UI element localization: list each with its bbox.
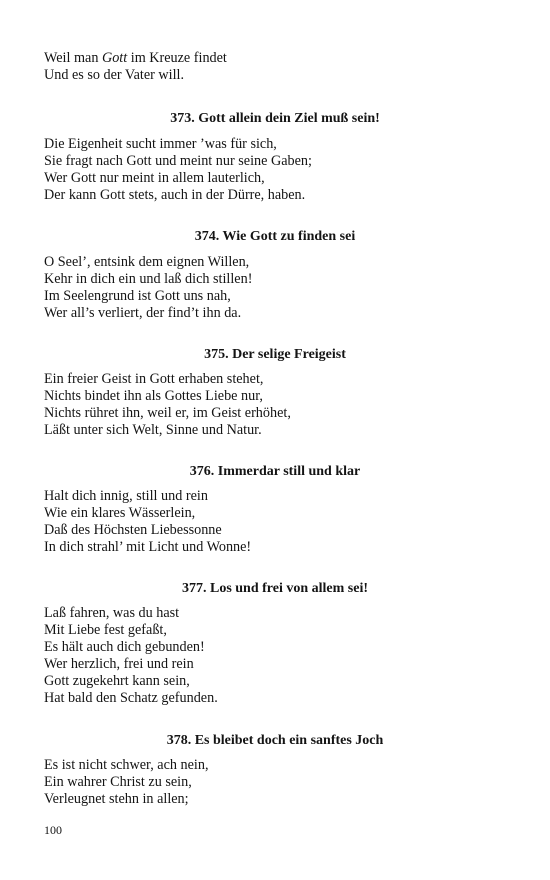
verse-line: Verleugnet stehn in allen; bbox=[44, 791, 189, 807]
verse-line: Mit Liebe fest gefaßt, bbox=[44, 622, 167, 638]
poem-title-374: 374. Wie Gott zu finden sei bbox=[194, 229, 356, 244]
verse-text: Weil man bbox=[44, 50, 102, 66]
verse-line: Die Eigenheit sucht immer ’was für sich, bbox=[44, 136, 277, 152]
verse-line: Halt dich innig, still und rein bbox=[44, 488, 208, 504]
poem-title-377: 377. Los und frei von allem sei! bbox=[181, 581, 369, 596]
page-number: 100 bbox=[44, 823, 62, 837]
verse-line: Gott zugekehrt kann sein, bbox=[44, 673, 190, 689]
verse-line: Hat bald den Schatz gefunden. bbox=[44, 690, 218, 706]
poem-title-378: 378. Es bleibet doch ein sanftes Joch bbox=[166, 733, 384, 748]
verse-line: Und es so der Vater will. bbox=[44, 67, 185, 83]
verse-line: Kehr in dich ein und laß dich stillen! bbox=[44, 271, 253, 287]
verse-line: Wer Gott nur meint in allem lauterlich, bbox=[44, 170, 265, 186]
poem-title-376: 376. Immerdar still und klar bbox=[189, 464, 361, 479]
stanza-377 bbox=[44, 605, 514, 707]
opening-stanza bbox=[44, 50, 514, 84]
stanza-376 bbox=[44, 488, 514, 556]
verse-line: Es hält auch dich gebunden! bbox=[44, 639, 205, 655]
verse-line: Nichts rühret ihn, weil er, im Geist erhöhet, bbox=[44, 405, 291, 421]
verse-line: Ein wahrer Christ zu sein, bbox=[44, 774, 192, 790]
stanza-374 bbox=[44, 254, 514, 322]
poem-title-373: 373. Gott allein dein Ziel muß sein! bbox=[170, 111, 380, 126]
poem-title-375: 375. Der selige Freigeist bbox=[204, 347, 346, 362]
verse-line bbox=[44, 50, 514, 67]
verse-line: Im Seelengrund ist Gott uns nah, bbox=[44, 288, 231, 304]
verse-line: Wer all’s verliert, der find’t ihn da. bbox=[44, 305, 242, 321]
verse-line: Der kann Gott stets, auch in der Dürre, haben. bbox=[44, 187, 306, 203]
verse-line: Es ist nicht schwer, ach nein, bbox=[44, 757, 209, 773]
stanza-375 bbox=[44, 371, 514, 439]
verse-line: Laß fahren, was du hast bbox=[44, 605, 180, 621]
verse-text: im Kreuze findet bbox=[127, 50, 227, 66]
verse-emphasis: Gott bbox=[101, 50, 128, 66]
verse-line: Wie ein klares Wässerlein, bbox=[44, 505, 196, 521]
verse-line: Nichts bindet ihn als Gottes Liebe nur, bbox=[44, 388, 263, 404]
verse-line: Daß des Höchsten Liebessonne bbox=[44, 522, 222, 538]
stanza-378 bbox=[44, 757, 514, 808]
verse-line: Sie fragt nach Gott und meint nur seine Gaben; bbox=[44, 153, 312, 169]
verse-line: In dich strahl’ mit Licht und Wonne! bbox=[44, 539, 252, 555]
verse-line: Ein freier Geist in Gott erhaben stehet, bbox=[44, 371, 264, 387]
verse-line: Läßt unter sich Welt, Sinne und Natur. bbox=[44, 422, 262, 438]
verse-line: O Seel’, entsink dem eignen Willen, bbox=[44, 254, 250, 270]
stanza-373 bbox=[44, 136, 514, 204]
verse-line: Wer herzlich, frei und rein bbox=[44, 656, 194, 672]
